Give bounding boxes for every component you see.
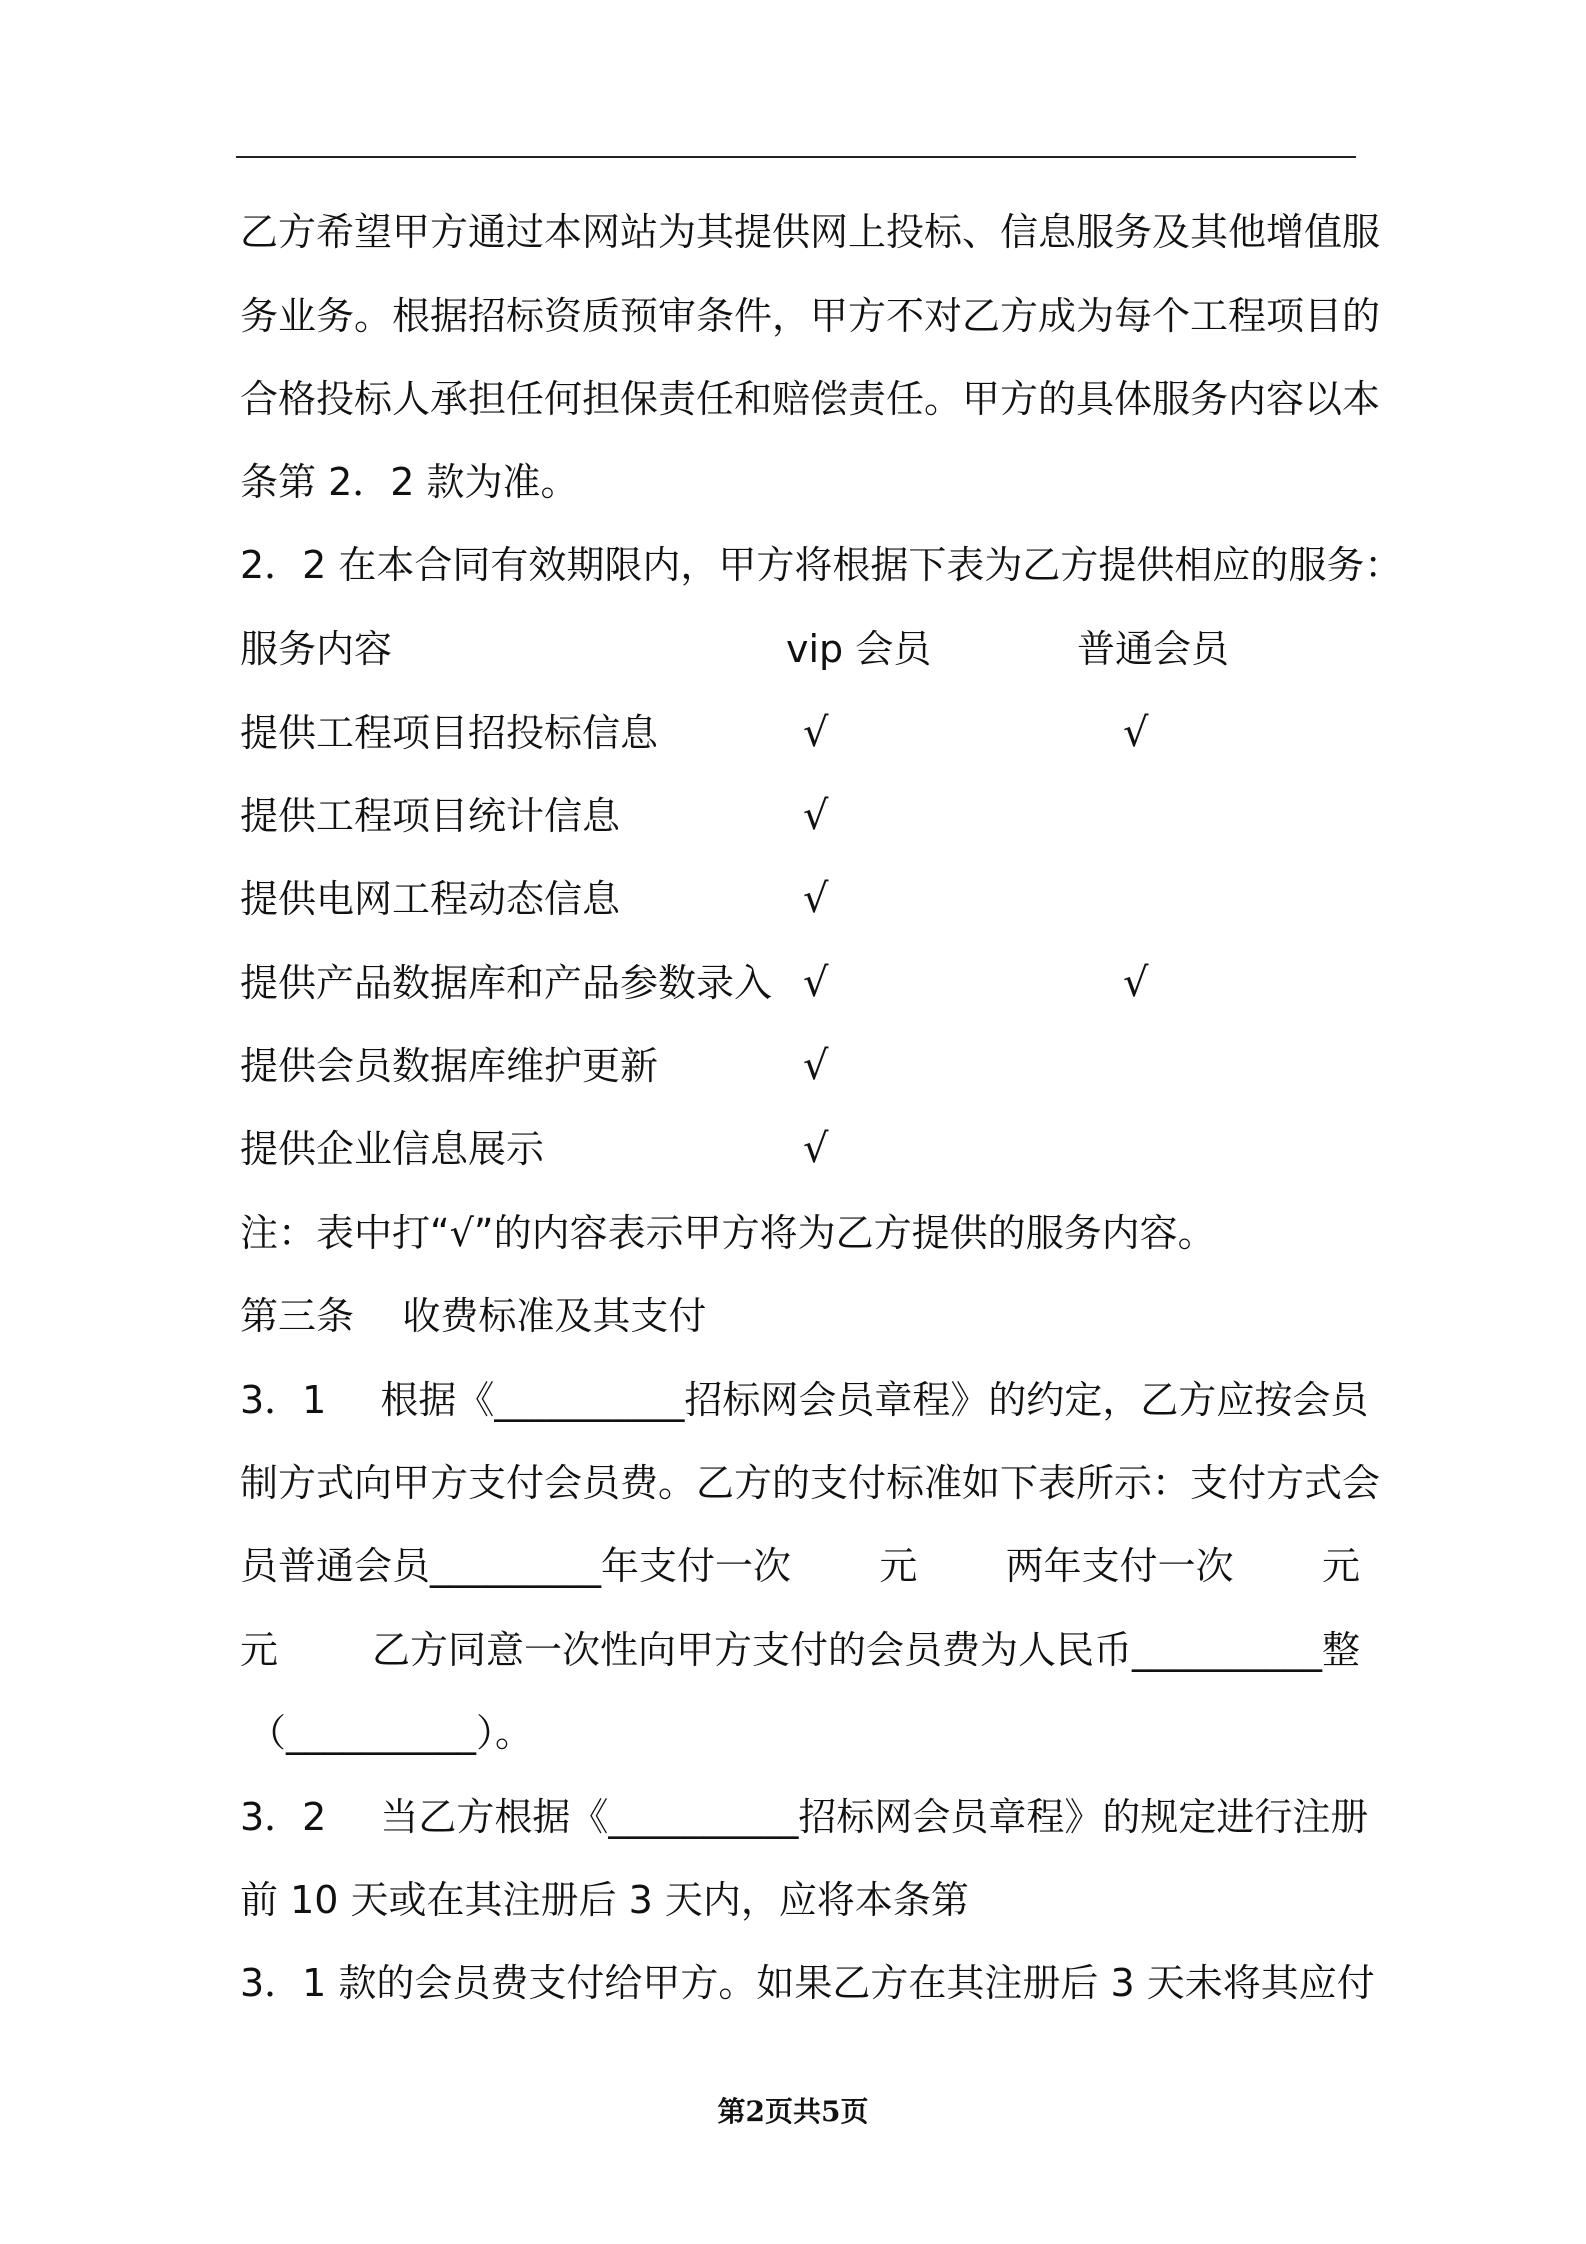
payment-text: 乙方同意一次性向甲方支付的会员费为人民币__________整 — [371, 1628, 1360, 1672]
table-row-label: 提供产品数据库和产品参数录入 — [240, 961, 773, 1005]
clause-number: 3．2 — [240, 1795, 327, 1839]
vip-check-mark: √ — [803, 1043, 829, 1089]
header-rule — [236, 156, 1356, 158]
clause-3-2-line — [240, 1792, 1369, 1842]
normal-check-mark: √ — [1123, 960, 1149, 1006]
vip-check-mark: √ — [803, 876, 829, 922]
clause-2-2: 2．2 在本合同有效期限内，甲方将根据下表为乙方提供相应的服务： — [240, 543, 1403, 587]
clause-3-1-line — [240, 1375, 1369, 1425]
article-3-title: 第三条 收费标准及其支付 — [240, 1294, 707, 1338]
vip-check-mark: √ — [803, 1126, 829, 1172]
table-header-vip: vip 会员 — [786, 627, 932, 671]
table-row-label: 提供企业信息展示 — [240, 1127, 545, 1171]
paragraph-line: 前 10 天或在其注册后 3 天内，应将本条第 — [240, 1878, 969, 1922]
table-row-label: 提供工程项目统计信息 — [240, 794, 621, 838]
payment-text: 员普通会员_________年支付一次 — [240, 1544, 792, 1588]
table-header-content: 服务内容 — [240, 627, 393, 671]
payment-unit: 元 — [1321, 1544, 1360, 1588]
clause-text: 根据《__________招标网会员章程》的约定，乙方应按会员 — [380, 1378, 1369, 1422]
payment-unit: 元 — [879, 1544, 918, 1588]
paragraph-line: 乙方希望甲方通过本网站为其提供网上投标、信息服务及其他增值服 — [240, 210, 1381, 254]
page-number: 第2页共5页 — [717, 2095, 869, 2128]
clause-number: 3．1 — [240, 1378, 327, 1422]
vip-check-mark: √ — [803, 710, 829, 756]
payment-unit: 元 — [240, 1628, 279, 1672]
payment-amount-line — [240, 1625, 1360, 1675]
table-note: 注：表中打“√”的内容表示甲方将为乙方提供的服务内容。 — [240, 1211, 1216, 1255]
paragraph-line: 务业务。根据招标资质预审条件，甲方不对乙方成为每个工程项目的 — [240, 294, 1381, 338]
paragraph-line: 条第 2．2 款为准。 — [240, 460, 579, 504]
paragraph-line: 合格投标人承担任何担保责任和赔偿责任。甲方的具体服务内容以本 — [240, 377, 1381, 421]
payment-standard-line — [240, 1541, 1360, 1591]
table-row-label: 提供工程项目招投标信息 — [240, 711, 659, 755]
paragraph-line: 3．1 款的会员费支付给甲方。如果乙方在其注册后 3 天未将其应付 — [240, 1961, 1375, 2005]
clause-text: 当乙方根据《__________招标网会员章程》的规定进行注册 — [380, 1795, 1369, 1839]
table-header-normal: 普通会员 — [1077, 627, 1230, 671]
vip-check-mark: √ — [803, 960, 829, 1006]
paragraph-line: 制方式向甲方支付会员费。乙方的支付标准如下表所示：支付方式会 — [240, 1461, 1381, 1505]
normal-check-mark: √ — [1123, 710, 1149, 756]
table-row-label: 提供会员数据库维护更新 — [240, 1044, 659, 1088]
vip-check-mark: √ — [803, 793, 829, 839]
amount-in-words: （__________）。 — [248, 1711, 534, 1755]
table-row-label: 提供电网工程动态信息 — [240, 877, 621, 921]
payment-text: 两年支付一次 — [1005, 1544, 1234, 1588]
